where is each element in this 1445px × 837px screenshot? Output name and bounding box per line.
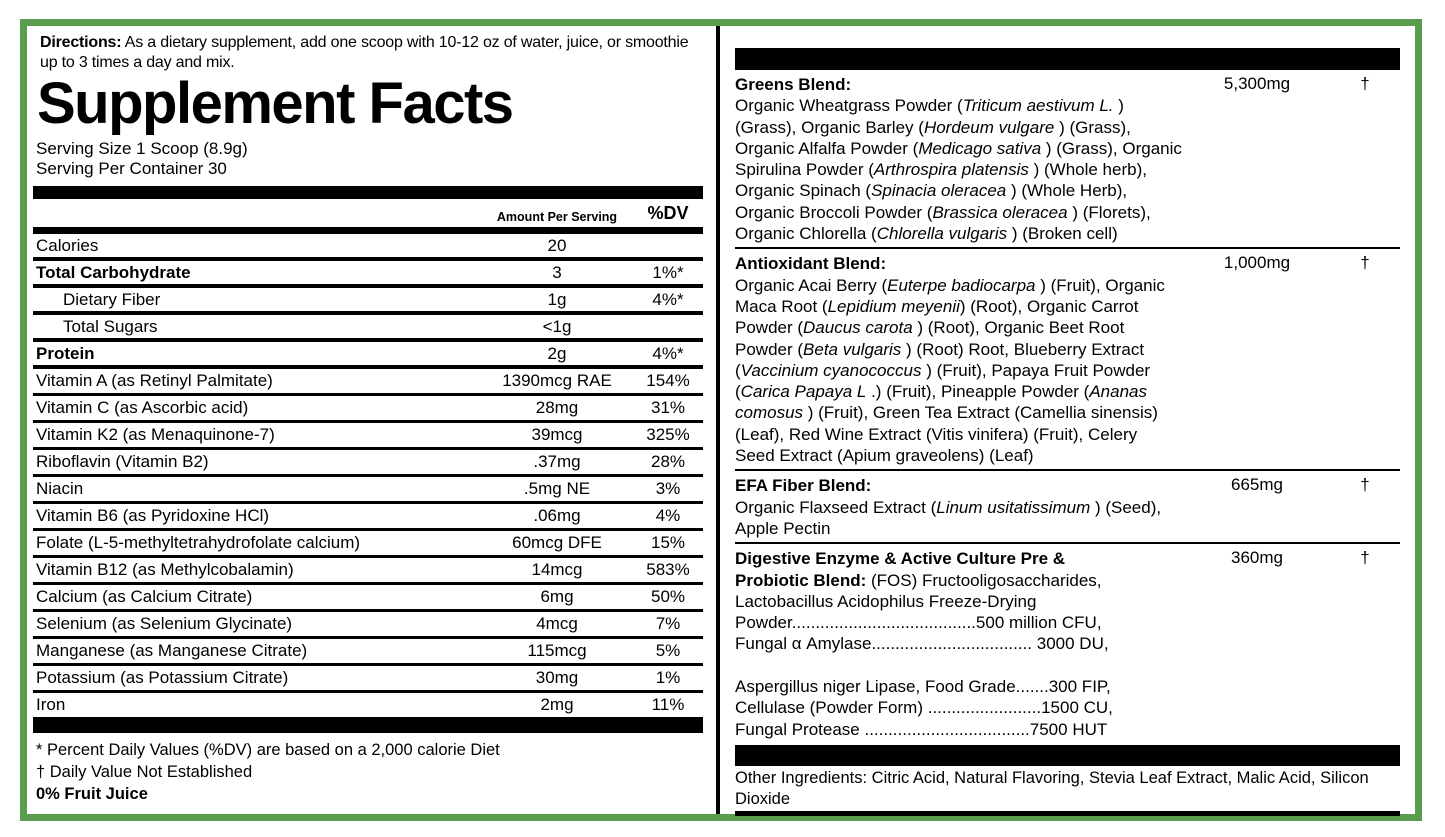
text-segment: ) [1113, 96, 1124, 116]
footnote-fruit-juice: 0% Fruit Juice [36, 785, 148, 803]
text-segment: comosus [735, 403, 804, 423]
nutrient-dv: 3% [655, 479, 681, 498]
blend-text-line [735, 612, 1400, 633]
text-segment: Probiotic Blend: [735, 570, 867, 590]
nutrient-amount: 6mg [540, 587, 574, 606]
nutrient-amount: .37mg [533, 452, 581, 471]
blend-dv: † [1360, 475, 1370, 495]
blend-text-line [735, 117, 1400, 138]
nutrient-dv: 325% [646, 425, 690, 444]
text-segment: Chlorella vulgaris [876, 224, 1008, 244]
text-segment: Powder.......................................500 million CFU, [735, 613, 1102, 633]
supplement-label [20, 19, 1422, 821]
text-segment: ) (Florets), [1067, 202, 1151, 222]
facts-left-column [33, 26, 703, 814]
blend-section [735, 70, 1400, 249]
text-segment: Cellulase (Powder Form) ........................1500 CU, [735, 698, 1113, 718]
nutrient-dv: 15% [650, 533, 686, 552]
blend-text-line [735, 202, 1400, 223]
text-segment: Spinacia oleracea [871, 181, 1007, 201]
column-divider [716, 26, 720, 814]
text-segment: (Grass), Organic Barley ( [735, 117, 924, 137]
nutrient-name: Vitamin C (as Ascorbic acid) [36, 398, 249, 417]
blend-section [735, 249, 1400, 471]
nutrient-dv: 7% [655, 614, 681, 633]
text-segment: Organic Alfalfa Powder ( [735, 138, 919, 158]
text-segment: Lactobacillus Acidophilus Freeze-Drying [735, 591, 1037, 611]
nutrient-dv: 154% [646, 371, 690, 390]
blend-text-line [735, 159, 1400, 180]
text-segment: ) (Fruit), Papaya Fruit Powder [921, 360, 1151, 380]
blend-text-line [735, 95, 1400, 116]
text-segment: ( [735, 360, 741, 380]
facts-row [33, 450, 703, 477]
text-segment: Apple Pectin [735, 518, 831, 538]
text-segment: Fungal Protease ...................................7500 HUT [735, 719, 1108, 739]
blend-text-line [735, 339, 1400, 360]
facts-row [33, 531, 703, 558]
nutrient-name: Iron [36, 695, 66, 714]
text-segment: ) (Whole herb), [1028, 160, 1147, 180]
text-segment: Powder ( [735, 318, 804, 338]
text-segment: ) (Grass), Organic [1041, 138, 1182, 158]
blend-amount: 1,000mg [1223, 253, 1291, 273]
nutrient-dv: 5% [655, 641, 681, 660]
nutrient-name: Potassium (as Potassium Citrate) [36, 668, 289, 687]
text-segment: ) (Fruit), Organic [1035, 275, 1165, 295]
text-segment: Organic Acai Berry ( [735, 275, 888, 295]
blend-dv: † [1360, 253, 1370, 273]
blend-section [735, 471, 1400, 544]
text-segment: ) (Root), Organic Carrot [959, 296, 1139, 316]
text-segment: Organic Chlorella ( [735, 224, 877, 244]
nutrient-amount: 14mcg [531, 560, 583, 579]
nutrient-name: Manganese (as Manganese Citrate) [36, 641, 308, 660]
text-segment: Organic Spinach ( [735, 181, 872, 201]
blends [735, 70, 1400, 743]
nutrient-amount: 3 [552, 262, 562, 282]
text-segment: ) (Broken cell) [1007, 224, 1118, 244]
nutrient-amount: 28mg [535, 398, 579, 417]
text-segment: Organic Wheatgrass Powder ( [735, 96, 963, 116]
nutrient-amount: 20 [547, 235, 567, 255]
facts-header-bar [33, 186, 703, 199]
nutrient-name: Calcium (as Calcium Citrate) [36, 587, 253, 606]
text-segment: Brassica oleracea [932, 202, 1068, 222]
facts-row [33, 396, 703, 423]
column-header-row [33, 199, 703, 234]
blend-text-line [735, 138, 1400, 159]
nutrient-amount: 2mg [540, 695, 574, 714]
other-ingredients-bar [735, 745, 1400, 766]
text-segment: ( [735, 382, 741, 402]
text-segment: Greens Blend: [735, 75, 852, 94]
text-segment: Vaccinium cyanococcus [740, 360, 922, 380]
blend-amount: 5,300mg [1223, 74, 1291, 93]
text-segment: .) (Fruit), Pineapple Powder ( [866, 382, 1090, 402]
text-segment: Beta vulgaris [803, 339, 902, 359]
blend-text-line [735, 518, 1400, 539]
text-segment: Antioxidant Blend: [735, 254, 887, 274]
nutrient-amount: <1g [542, 316, 572, 336]
nutrient-name: Niacin [36, 479, 84, 498]
directions [33, 26, 692, 73]
blend-text-line [735, 676, 1400, 697]
facts-row [33, 693, 703, 720]
nutrient-amount: 1g [547, 289, 567, 309]
text-segment: EFA Fiber Blend: [735, 476, 872, 496]
blend-amount: 360mg [1231, 548, 1283, 568]
page-title: Supplement Facts [37, 71, 513, 136]
blend-text-line [735, 424, 1400, 445]
nutrient-dv: 583% [646, 560, 690, 579]
nutrient-name: Total Sugars [63, 316, 158, 336]
text-segment: ) (Root), Organic Beet Root [912, 318, 1125, 338]
nutrient-name: Vitamin B6 (as Pyridoxine HCl) [36, 506, 270, 525]
blend-amount: 665mg [1231, 475, 1283, 495]
blend-lines [735, 548, 1400, 740]
other-ingredients: Other Ingredients: Citric Acid, Natural Flavoring, Stevia Leaf Extract, Malic Acid, Silicon Dioxide [735, 768, 1369, 808]
blend-text-line [735, 381, 1400, 402]
blend-text-line [735, 570, 1400, 591]
nutrient-name: Riboflavin (Vitamin B2) [36, 452, 209, 471]
nutrient-dv: 1% [655, 668, 681, 687]
text-segment: Aspergillus niger Lipase, Food Grade.......300 FIP, [735, 677, 1111, 697]
nutrient-name: Protein [36, 343, 95, 363]
serving-info [36, 139, 703, 178]
nutrient-name: Dietary Fiber [63, 289, 161, 309]
text-segment: ) (Grass), [1054, 117, 1131, 137]
blend-text-line [735, 360, 1400, 381]
nutrient-amount: 2g [547, 343, 567, 363]
text-segment: Euterpe badiocarpa [887, 275, 1036, 295]
directions-label: Directions: [40, 34, 122, 51]
text-segment: Daucus carota [803, 318, 913, 338]
text-segment: Organic Flaxseed Extract ( [735, 497, 937, 517]
text-segment: Medicago sativa [918, 138, 1042, 158]
blend-text-line [735, 317, 1400, 338]
nutrient-dv: 1%* [652, 262, 684, 282]
nutrient-dv: 28% [650, 452, 686, 471]
text-segment: Triticum aestivum L. [962, 96, 1114, 116]
blend-text-line [735, 697, 1400, 718]
blend-section [735, 544, 1400, 743]
facts-row [33, 558, 703, 585]
text-segment: Hordeum vulgare [923, 117, 1055, 137]
nutrient-amount: .5mg NE [523, 479, 591, 498]
text-segment: Spirulina Powder ( [735, 160, 874, 180]
facts-row [33, 261, 703, 288]
nutrient-name: Vitamin K2 (as Menaquinone-7) [36, 425, 275, 444]
text-segment: Arthrospira platensis [873, 160, 1029, 180]
amount-column-header: Amount Per Serving [496, 210, 618, 224]
footnote-percent-dv: * Percent Daily Values (%DV) are based on a 2,000 calorie Diet [36, 741, 500, 759]
text-segment: ) (Root) Root, Blueberry Extract [901, 339, 1145, 359]
nutrient-name: Total Carbohydrate [36, 262, 191, 282]
nutrient-dv: 4%* [652, 343, 684, 363]
text-segment: Digestive Enzyme & Active Culture Pre & [735, 549, 1066, 569]
blend-text-line [735, 180, 1400, 201]
nutrient-amount: 1390mcg RAE [502, 371, 612, 390]
blend-text-line [735, 296, 1400, 317]
blend-text-line [735, 633, 1400, 654]
text-segment: Carica Papaya L [740, 382, 867, 402]
footnote-daily-value: † Daily Value Not Established [36, 763, 253, 781]
facts-row [33, 666, 703, 693]
blend-text-line [735, 402, 1400, 423]
nutrient-dv: 4% [655, 506, 681, 525]
directions-text: As a dietary supplement, add one scoop with 10-12 oz of water, juice, or smoothie up to 3 times a day and mix. [40, 34, 689, 71]
blends-bottom-line [735, 811, 1400, 816]
nutrient-dv: 31% [650, 398, 686, 417]
blend-text-line [735, 275, 1400, 296]
facts-row [33, 369, 703, 396]
nutrient-amount: 115mcg [527, 641, 587, 660]
text-segment: (Leaf), Red Wine Extract (Vitis vinifera) (Fruit), Celery [735, 424, 1138, 444]
facts-row [33, 288, 703, 315]
nutrient-amount: .06mg [533, 506, 581, 525]
text-segment: Lepidium meyenii [827, 296, 960, 316]
text-segment: Seed Extract (Apium graveolens) (Leaf) [735, 446, 1034, 466]
nutrient-dv: 11% [651, 695, 685, 714]
blend-dv: † [1360, 548, 1370, 568]
blend-text-line [735, 591, 1400, 612]
nutrient-dv: 50% [650, 587, 686, 606]
text-segment: ) (Seed), [1090, 497, 1162, 517]
blend-text-line [735, 223, 1400, 244]
servings-per-container: Serving Per Container 30 [36, 158, 227, 178]
facts-row [33, 234, 703, 261]
blend-lines [735, 74, 1400, 244]
text-segment: Linum usitatissimum [936, 497, 1091, 517]
blend-lines [735, 253, 1400, 466]
nutrient-amount: 39mcg [531, 425, 583, 444]
blend-text-line [735, 445, 1400, 466]
nutrient-name: Selenium (as Selenium Glycinate) [36, 614, 293, 633]
facts-bottom-bar [33, 720, 703, 733]
nutrient-amount: 30mg [535, 668, 579, 687]
text-segment: Fungal α Amylase.................................. 3000 DU, [735, 634, 1109, 654]
text-segment: (FOS) Fructooligosaccharides, [866, 570, 1102, 590]
text-segment: ) (Whole Herb), [1006, 181, 1128, 201]
nutrient-name: Folate (L-5-methyltetrahydrofolate calcium) [36, 533, 361, 552]
facts-rows [33, 234, 703, 720]
blend-dv: † [1360, 74, 1370, 93]
nutrient-dv: 4%* [652, 289, 684, 309]
facts-row [33, 612, 703, 639]
nutrient-name: Vitamin B12 (as Methylcobalamin) [36, 560, 294, 579]
facts-row [33, 423, 703, 450]
facts-row [33, 342, 703, 369]
facts-row [33, 504, 703, 531]
facts-row [33, 477, 703, 504]
nutrient-name: Vitamin A (as Retinyl Palmitate) [36, 371, 273, 390]
text-segment: Powder ( [735, 339, 804, 359]
blend-text-line [735, 655, 1400, 676]
serving-size: Serving Size 1 Scoop (8.9g) [36, 139, 248, 158]
facts-row [33, 639, 703, 666]
blends-right-column [735, 26, 1400, 814]
text-segment: Maca Root ( [735, 296, 828, 316]
facts-row [33, 585, 703, 612]
footnotes [33, 733, 703, 805]
text-segment: Organic Broccoli Powder ( [735, 202, 933, 222]
dv-column-header: %DV [647, 203, 689, 223]
blend-text-line [735, 497, 1400, 518]
nutrient-amount: 4mcg [536, 614, 578, 633]
nutrient-name: Calories [36, 235, 99, 255]
blend-text-line [735, 719, 1400, 740]
text-segment: Ananas [1089, 382, 1147, 402]
facts-row [33, 315, 703, 342]
nutrient-amount: 60mcg DFE [512, 533, 602, 552]
blends-top-bar [735, 48, 1400, 70]
text-segment: ) (Fruit), Green Tea Extract (Camellia sinensis) [803, 403, 1158, 423]
